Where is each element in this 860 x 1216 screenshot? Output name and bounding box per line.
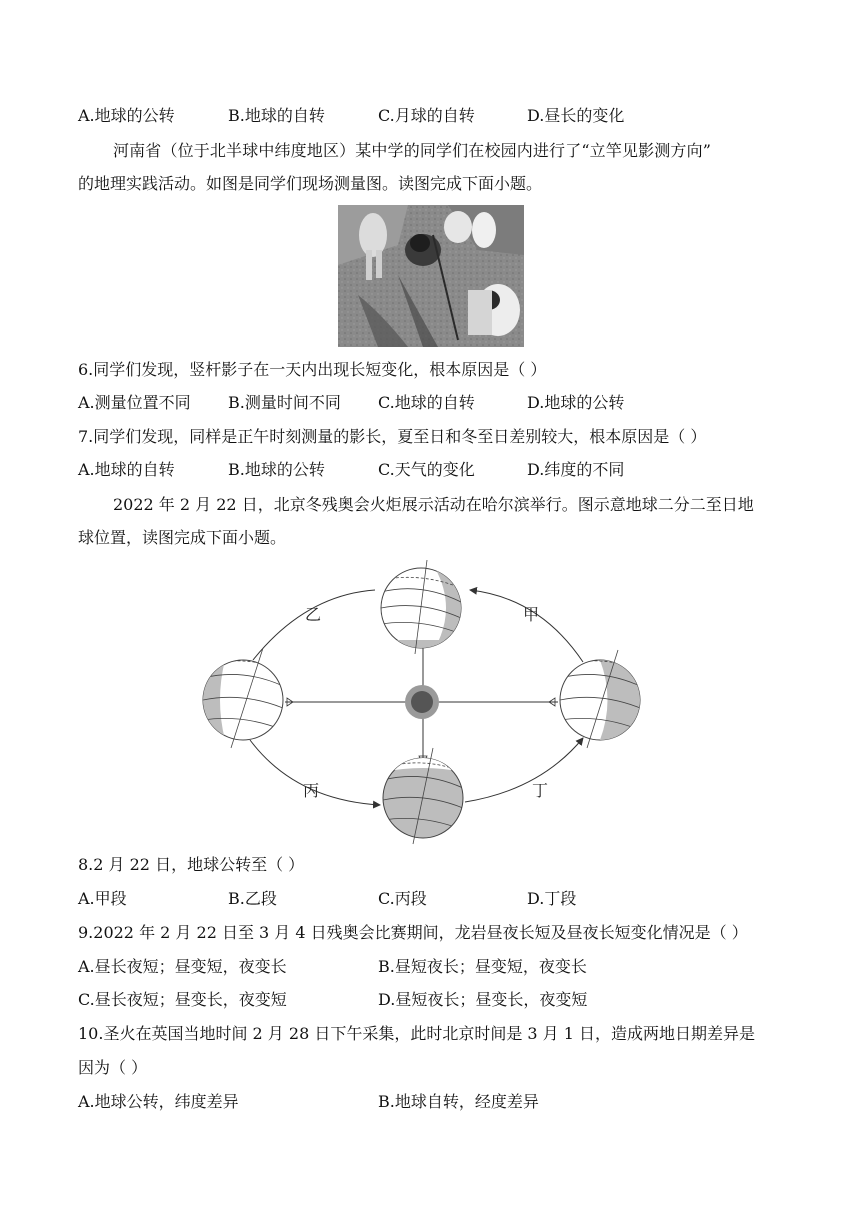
earth-right <box>560 650 640 748</box>
q10-stem-line1: 10.圣火在英国当地时间 2 月 28 日下午采集，此时北京时间是 3 月 1 日，造成两地日期差异是 <box>78 1024 756 1043</box>
q9-option-a: A.昼长夜短；昼变短，夜变长 <box>78 957 287 976</box>
intro2-line2: 球位置，读图完成下面小题。 <box>78 528 287 547</box>
label-jia: 甲 <box>523 605 540 624</box>
q5-option-d: D.昼长的变化 <box>527 106 625 125</box>
q7-option-b: B.地球的公转 <box>228 460 325 479</box>
q9-option-d: D.昼短夜长；昼变长，夜变短 <box>378 990 588 1009</box>
q10-stem-line2: 因为（ ） <box>78 1058 148 1077</box>
q9-option-c: C.昼长夜短；昼变长，夜变短 <box>78 990 287 1009</box>
intro1-line1: 河南省（位于北半球中纬度地区）某中学的同学们在校园内进行了“立竿见影测方向” <box>113 141 712 160</box>
sun-icon <box>405 685 439 719</box>
q9-option-b: B.昼短夜长；昼变短，夜变长 <box>378 957 587 976</box>
q7-option-a: A.地球的自转 <box>78 460 175 479</box>
q5-option-c: C.月球的自转 <box>378 106 475 125</box>
label-yi: 乙 <box>305 605 322 624</box>
measurement-photo <box>338 205 524 347</box>
q6-option-a: A.测量位置不同 <box>78 393 191 412</box>
orbit-arc-ding <box>465 738 583 802</box>
q6-option-d: D.地球的公转 <box>527 393 625 412</box>
q6-stem: 6.同学们发现，竖杆影子在一天内出现长短变化，根本原因是（ ） <box>78 360 547 379</box>
q10-option-b: B.地球自转，经度差异 <box>378 1092 539 1111</box>
q6-option-c: C.地球的自转 <box>378 393 475 412</box>
q10-option-a: A.地球公转，纬度差异 <box>78 1092 239 1111</box>
q6-option-b: B.测量时间不同 <box>228 393 341 412</box>
earth-left <box>203 648 283 748</box>
orbit-arc-jia <box>470 590 583 662</box>
earth-orbit-diagram <box>195 550 655 845</box>
q5-option-b: B.地球的自转 <box>228 106 325 125</box>
earth-bottom <box>383 748 463 844</box>
intro1-line2: 的地理实践活动。如图是同学们现场测量图。读图完成下面小题。 <box>78 174 543 193</box>
orbit-arc-yi <box>253 590 375 660</box>
label-ding: 丁 <box>532 781 549 800</box>
q7-stem: 7.同学们发现，同样是正午时刻测量的影长，夏至日和冬至日差别较大，根本原因是（ ） <box>78 427 707 446</box>
q7-option-c: C.天气的变化 <box>378 460 475 479</box>
q8-stem: 8.2 月 22 日，地球公转至（ ） <box>78 855 305 874</box>
q8-option-c: C.丙段 <box>378 889 427 908</box>
q8-option-b: B.乙段 <box>228 889 277 908</box>
q5-option-a: A.地球的公转 <box>78 106 175 125</box>
q8-option-a: A.甲段 <box>78 889 127 908</box>
q7-option-d: D.纬度的不同 <box>527 460 625 479</box>
q9-stem: 9.2022 年 2 月 22 日至 3 月 4 日残奥会比赛期间，龙岩昼夜长短及昼夜长短变化情况是（ ） <box>78 923 748 942</box>
q8-option-d: D.丁段 <box>527 889 577 908</box>
intro2-line1: 2022 年 2 月 22 日，北京冬残奥会火炬展示活动在哈尔滨举行。图示意地球二分二至日地 <box>113 495 754 514</box>
label-bing: 丙 <box>303 781 320 800</box>
earth-top <box>381 560 465 654</box>
